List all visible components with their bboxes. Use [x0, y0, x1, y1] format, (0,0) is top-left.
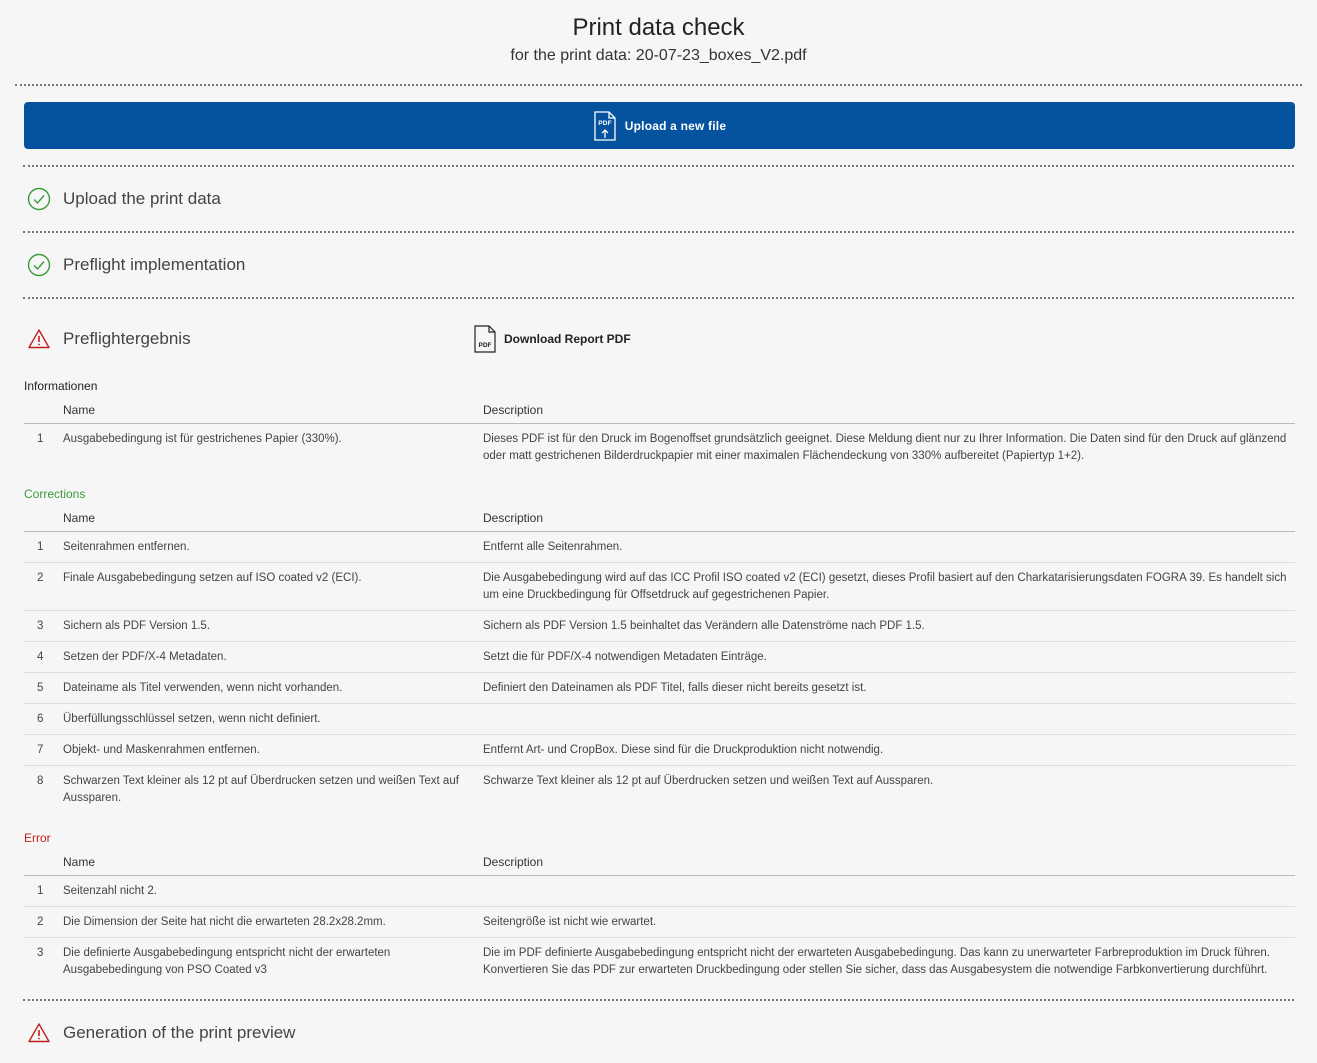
row-number: 5	[24, 673, 63, 704]
download-label: Download Report PDF	[504, 332, 631, 346]
row-description: Entfernt alle Seitenrahmen.	[483, 532, 1295, 563]
row-name: Ausgabebedingung ist für gestrichenes Papier (330%).	[63, 433, 342, 445]
informationen-table	[24, 397, 1295, 471]
column-header-num	[24, 505, 63, 532]
row-description: Die Ausgabebedingung wird auf das ICC Profil ISO coated v2 (ECI) gesetzt, dieses Profil basiert auf den Charkatarisierungsdaten FOGRA 39. Es handelt sich um eine Druckbedingung für Offsetdruck auf gegestrichenen Papier.	[483, 563, 1295, 611]
row-number: 2	[24, 907, 63, 938]
svg-text:PDF: PDF	[597, 119, 612, 127]
row-name: Dateiname als Titel verwenden, wenn nicht vorhanden.	[63, 673, 483, 704]
table-row	[24, 563, 1295, 611]
column-header-num	[24, 849, 63, 876]
row-number: 1	[24, 532, 63, 563]
table-row	[24, 611, 1295, 642]
section-title: Error	[24, 831, 51, 845]
row-description: Setzt die für PDF/X-4 notwendigen Metadaten Einträge.	[483, 642, 1295, 673]
row-number: 1	[24, 876, 63, 907]
page-subtitle: for the print data: 20-07-23_boxes_V2.pdf	[510, 47, 807, 64]
row-description: Definiert den Dateinamen als PDF Titel, falls dieser nicht bereits gesetzt ist.	[483, 673, 1295, 704]
table-row	[24, 642, 1295, 673]
page-title: Print data check	[572, 14, 745, 41]
row-name: Sichern als PDF Version 1.5.	[63, 611, 483, 642]
table-row	[24, 424, 1295, 472]
informationen-section	[24, 379, 1295, 471]
warning-triangle-icon	[27, 327, 51, 351]
row-name: Finale Ausgabebedingung setzen auf ISO coated v2 (ECI).	[63, 563, 483, 611]
download-report-button[interactable]	[474, 325, 631, 353]
row-number: 3	[37, 947, 44, 959]
check-circle-icon	[27, 253, 51, 277]
row-number: 3	[24, 611, 63, 642]
step-label: Generation of the print preview	[63, 1023, 296, 1042]
row-name: Objekt- und Maskenrahmen entfernen.	[63, 735, 483, 766]
step-print-preview	[0, 1001, 1317, 1063]
column-header-num	[24, 397, 63, 424]
column-header-description: Description	[483, 505, 1295, 532]
upload-button-label: Upload a new file	[624, 118, 727, 133]
column-header-description: Description	[483, 849, 1295, 876]
svg-text:PDF: PDF	[478, 342, 492, 349]
row-description: Dieses PDF ist für den Druck im Bogenoffset grundsätzlich geeignet. Diese Meldung dient nur zu Ihrer Information. Die Daten sind für den Druck auf glänzend oder matt gestrichenen Bilderdruckpapier mit einer maximalen Flächendeckung von 330% aufbereitet (Papiertyp 1+2).	[483, 433, 1287, 462]
row-name: Die Dimension der Seite hat nicht die erwarteten 28.2x28.2mm.	[63, 907, 483, 938]
corrections-section	[24, 487, 1295, 813]
row-number: 6	[24, 704, 63, 735]
section-title: Informationen	[24, 379, 98, 393]
row-description: Schwarze Text kleiner als 12 pt auf Überdrucken setzen und weißen Text auf Aussparen.	[483, 775, 934, 787]
table-row	[24, 907, 1295, 938]
row-number: 7	[24, 735, 63, 766]
row-name: Seitenrahmen entfernen.	[63, 532, 483, 563]
row-number: 4	[24, 642, 63, 673]
row-description	[483, 704, 1295, 735]
row-number: 2	[24, 563, 63, 611]
row-name: Die definierte Ausgabebedingung entspricht nicht der erwarteten Ausgabebedingung von PSO Coated v3	[63, 947, 391, 976]
table-row	[24, 876, 1295, 907]
check-circle-icon	[27, 187, 51, 211]
column-header-name: Name	[63, 397, 483, 424]
upload-new-file-button[interactable]	[24, 102, 1295, 149]
page-header	[0, 0, 1317, 84]
row-description: Entfernt Art- und CropBox. Diese sind für die Druckproduktion nicht notwendig.	[483, 735, 1295, 766]
row-description	[483, 876, 1295, 907]
corrections-table	[24, 505, 1295, 813]
step-upload	[0, 167, 1317, 231]
table-row	[24, 532, 1295, 563]
pdf-file-icon	[474, 325, 496, 353]
step-label: Upload the print data	[63, 189, 221, 208]
step-preflight-result	[0, 299, 1317, 379]
pdf-upload-icon	[593, 111, 617, 141]
table-row	[24, 673, 1295, 704]
table-row	[24, 704, 1295, 735]
table-row	[24, 938, 1295, 986]
table-row	[24, 766, 1295, 814]
row-name: Setzen der PDF/X-4 Metadaten.	[63, 642, 483, 673]
column-header-description: Description	[483, 397, 1295, 424]
table-row	[24, 735, 1295, 766]
row-description: Seitengröße ist nicht wie erwartet.	[483, 907, 1295, 938]
column-header-name: Name	[63, 505, 483, 532]
row-number: 8	[37, 775, 44, 787]
error-section	[24, 831, 1295, 985]
warning-triangle-icon	[27, 1021, 51, 1045]
divider	[15, 84, 1302, 86]
row-description: Die im PDF definierte Ausgabebedingung entspricht nicht der erwarteten Ausgabebedingung. Das kann zu unerwarteter Farbreproduktion im Druck führen. Konvertieren Sie das PDF zur erwarteten Druckbedingung oder stellen Sie sicher, dass das Ausgabesystem die notwendige Farbkonvertierung durchführt.	[483, 947, 1270, 976]
row-name: Seitenzahl nicht 2.	[63, 876, 483, 907]
row-name: Schwarzen Text kleiner als 12 pt auf Überdrucken setzen und weißen Text auf Aussparen.	[63, 775, 459, 804]
row-number: 1	[37, 433, 44, 445]
error-table	[24, 849, 1295, 985]
column-header-name: Name	[63, 849, 483, 876]
step-label: Preflight implementation	[63, 255, 246, 274]
row-description: Sichern als PDF Version 1.5 beinhaltet das Verändern alle Datenströme nach PDF 1.5.	[483, 611, 1295, 642]
section-title: Corrections	[24, 487, 86, 501]
row-name: Überfüllungsschlüssel setzen, wenn nicht definiert.	[63, 704, 483, 735]
step-preflight	[0, 233, 1317, 297]
result-label: Preflightergebnis	[63, 329, 191, 348]
